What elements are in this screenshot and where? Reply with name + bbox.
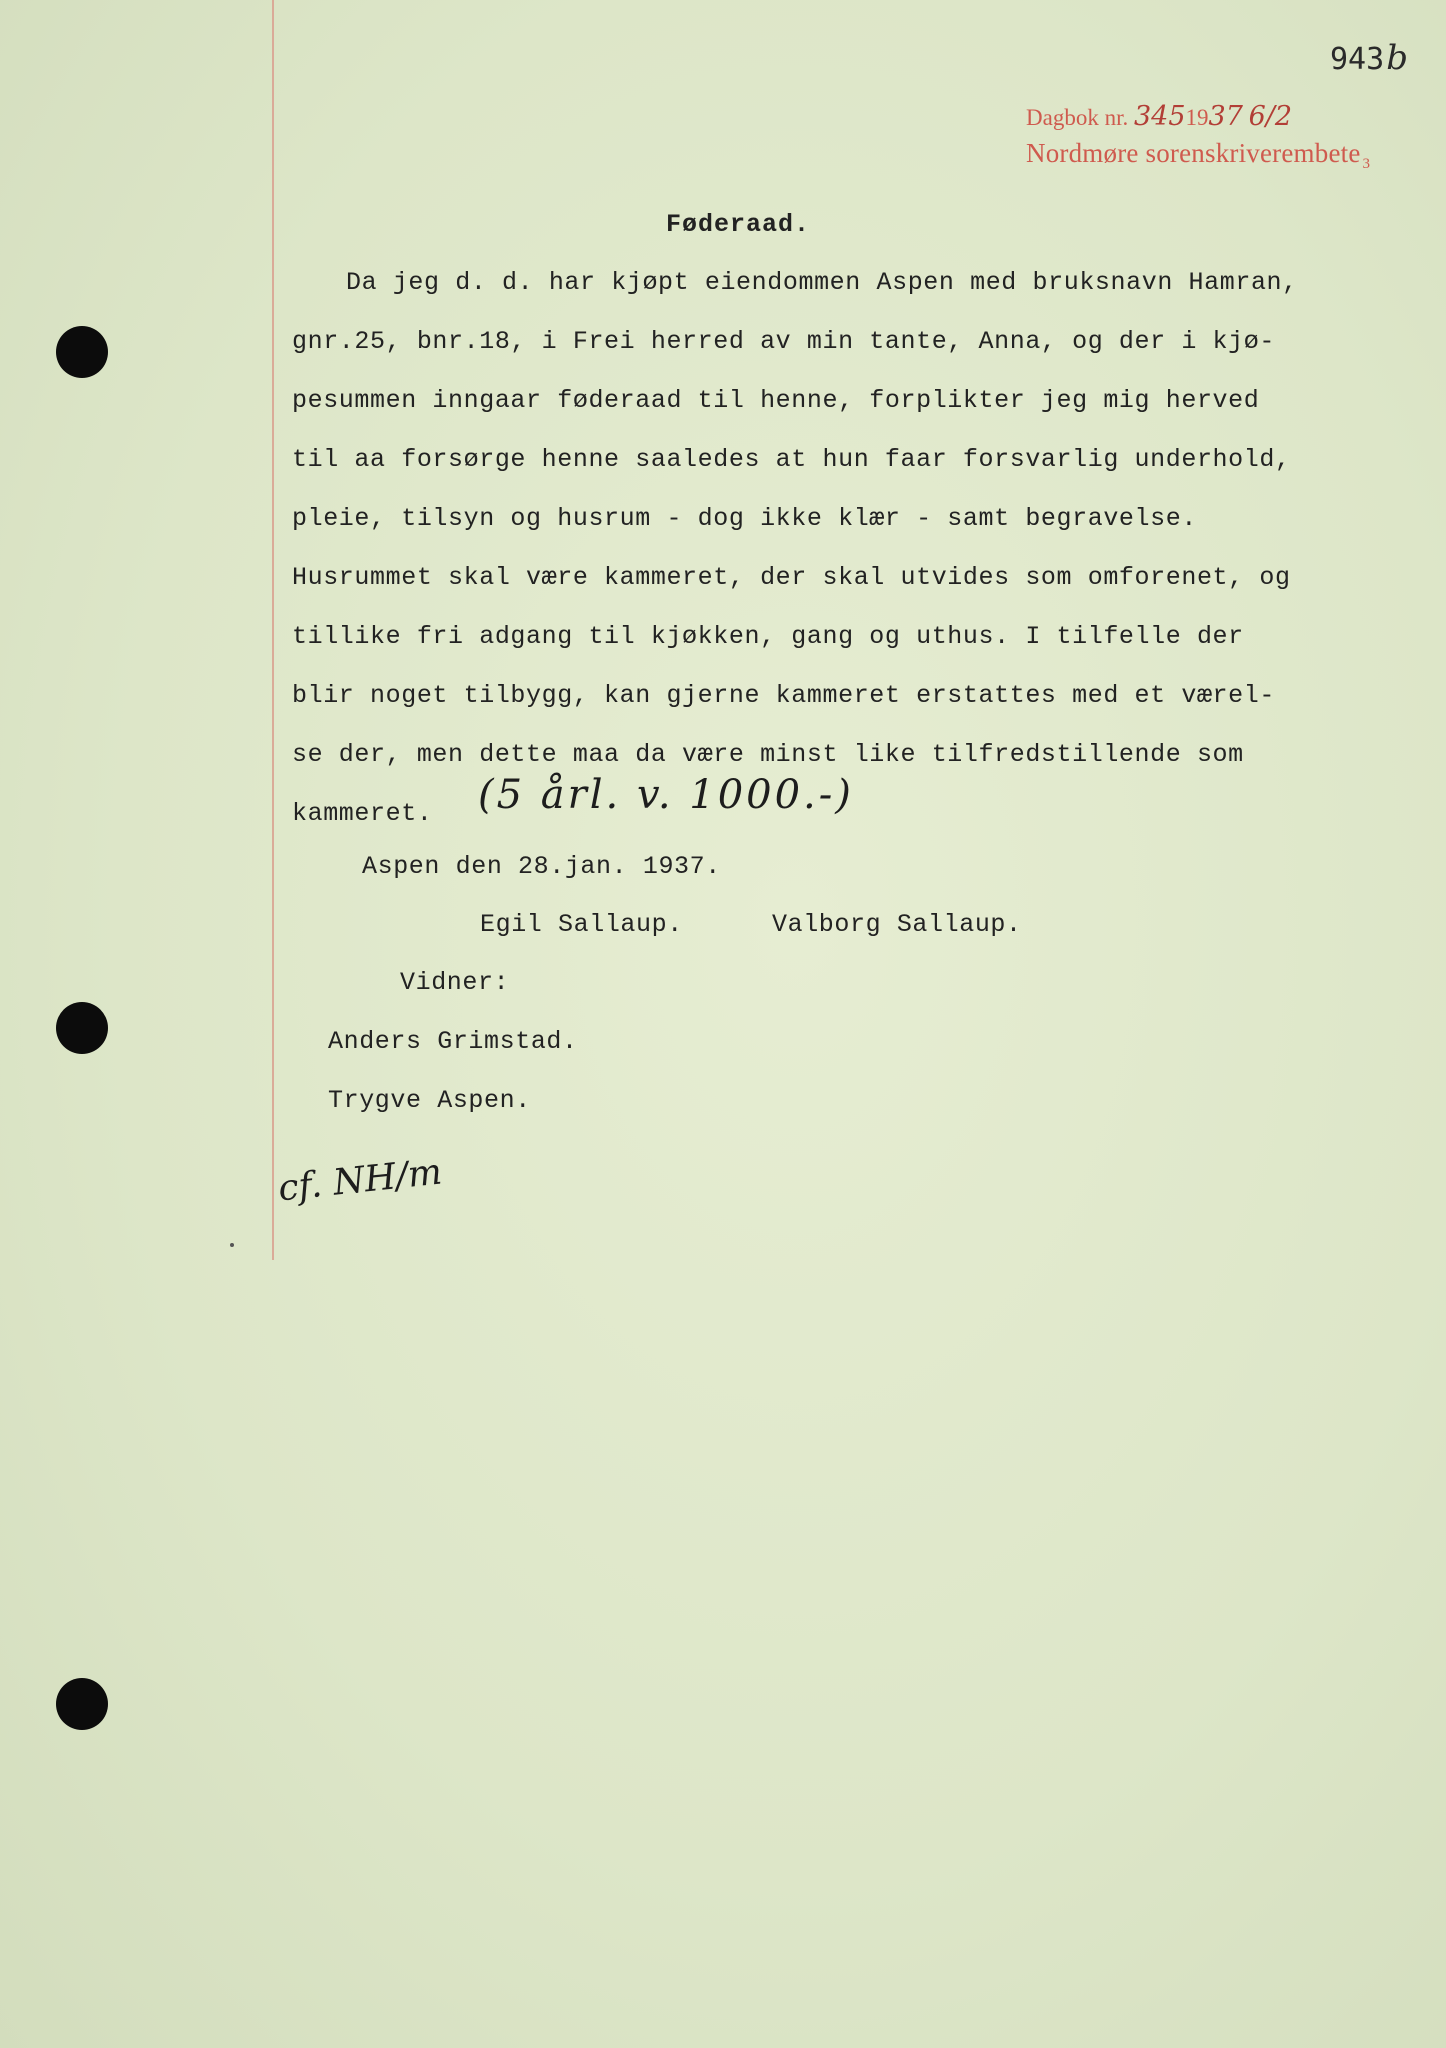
body-line: kammeret. <box>292 799 433 828</box>
place-date: Aspen den 28.jan. 1937. <box>362 852 721 881</box>
page-number <box>1330 38 1408 78</box>
signature-egil: Egil Sallaup. <box>480 910 683 939</box>
body-line: pleie, tilsyn og husrum - dog ikke klær - samt begravelse. <box>292 504 1197 533</box>
stamp-diary-line <box>1026 100 1370 135</box>
signature-valborg: Valborg Sallaup. <box>772 910 1022 939</box>
margin-rule <box>272 0 274 1260</box>
stamp-office-subscript: 3 <box>1362 156 1371 173</box>
body-line: tillike fri adgang til kjøkken, gang og uthus. I tilfelle der <box>292 622 1244 651</box>
body-line: pesummen inngaar føderaad til henne, forplikter jeg mig herved <box>292 386 1260 415</box>
ink-speck <box>230 1243 234 1247</box>
stamp-date: 6/2 <box>1248 101 1293 132</box>
stamp-office-line <box>1026 135 1370 182</box>
body-line: Husrummet skal være kammeret, der skal utvides som omforenet, og <box>292 563 1291 592</box>
page-number-suffix: b <box>1386 38 1408 78</box>
punch-hole-middle <box>56 1002 108 1054</box>
handwritten-reference: cf. NH/m <box>276 1151 444 1210</box>
witness-name: Trygve Aspen. <box>328 1086 531 1115</box>
registry-stamp <box>1026 100 1370 182</box>
stamp-year-prefix: 19 <box>1185 105 1209 130</box>
stamp-office: Nordmøre sorenskriverembete <box>1026 138 1361 168</box>
body-line: til aa forsørge henne saaledes at hun faar forsvarlig underhold, <box>292 445 1291 474</box>
stamp-diary-label: Dagbok nr. <box>1026 105 1129 130</box>
body-line: Da jeg d. d. har kjøpt eiendommen Aspen med bruksnavn Hamran, <box>346 268 1298 297</box>
body-line: gnr.25, bnr.18, i Frei herred av min tante, Anna, og der i kjø- <box>292 327 1275 356</box>
punch-hole-bottom <box>56 1678 108 1730</box>
handwritten-value-note: (5 årl. v. 1000.-) <box>478 772 854 818</box>
witness-name: Anders Grimstad. <box>328 1027 578 1056</box>
punch-hole-top <box>56 326 108 378</box>
stamp-diary-number: 345 <box>1133 101 1186 132</box>
body-line: blir noget tilbygg, kan gjerne kammeret erstattes med et værel- <box>292 681 1275 710</box>
stamp-year-suffix: 37 <box>1208 101 1243 132</box>
document-title: Føderaad. <box>666 210 811 239</box>
witnesses-label: Vidner: <box>400 968 510 997</box>
body-line: se der, men dette maa da være minst like tilfredstillende som <box>292 740 1244 769</box>
page-number-value: 943 <box>1330 42 1385 77</box>
